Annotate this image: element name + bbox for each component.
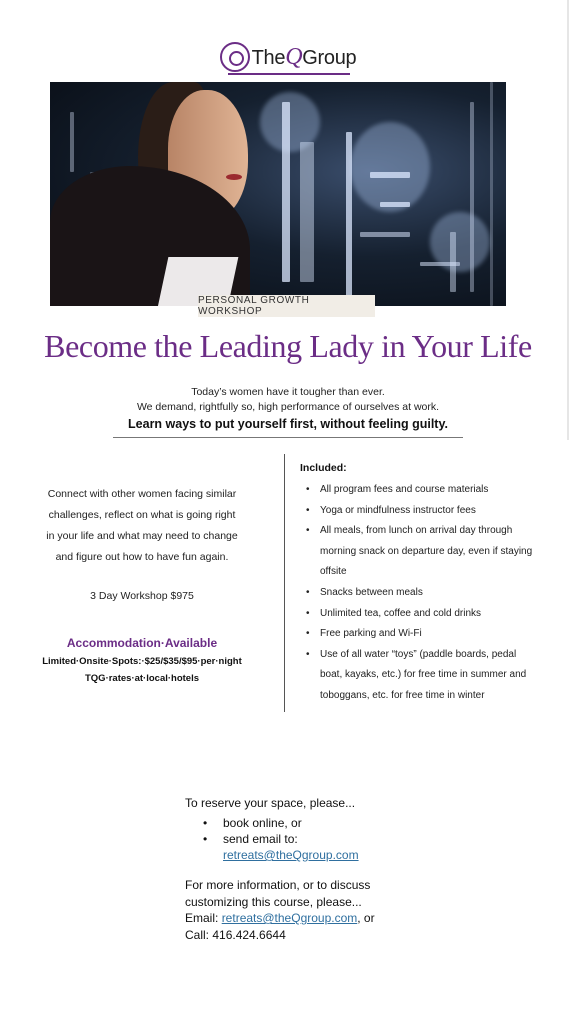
description-line-2: challenges, reflect on what is going right (48, 509, 236, 521)
accommodation-title: Accommodation·Available (66, 636, 218, 650)
list-item: • Unlimited tea, coffee and cold drinks (300, 604, 536, 625)
email-label: Email: (185, 911, 222, 925)
list-item: • All program fees and course materials (300, 480, 536, 501)
description-line-4: and figure out how to have fun again. (55, 551, 229, 563)
hero-photo (50, 82, 506, 306)
logo-prefix: The (251, 46, 286, 69)
logo-underline (228, 73, 350, 75)
more-info-line-1: For more information, or to discuss (185, 878, 371, 892)
included-title: Included: (300, 462, 347, 474)
description-text (20, 484, 264, 568)
reserve-heading: To reserve your space, please... (185, 796, 356, 810)
intro-bold-line: Learn ways to put yourself first, without feeling guilty. (128, 417, 448, 431)
list-item: • Use of all water “toys” (paddle boards, pedal boat, kayaks, etc.) for free time in summer and toboggans, etc. for free time in winter (300, 645, 536, 707)
list-item: • Yoga or mindfulness instructor fees (300, 501, 536, 522)
intro-divider (113, 437, 463, 438)
list-item: • Free parking and Wi-Fi (300, 624, 536, 645)
intro-line-1: Today’s women have it tougher than ever. (191, 386, 385, 398)
reserve-email-row (185, 847, 445, 863)
column-divider (284, 454, 285, 712)
more-info-line-2: customizing this course, please... (185, 894, 362, 909)
included-column (300, 462, 536, 707)
page-edge-divider (567, 0, 569, 440)
contact-email-link[interactable]: retreats@theQgroup.com (221, 911, 358, 925)
description-line-3: in your life and what may need to change (46, 530, 238, 542)
workshop-price: 3 Day Workshop $975 (90, 590, 194, 602)
reserve-option-email: • send email to: (185, 831, 445, 847)
intro-text (0, 385, 576, 415)
more-info (185, 877, 445, 943)
logo-suffix: Group (302, 46, 357, 69)
intro-line-2: We demand, rightfully so, high performance of ourselves at work. (136, 401, 440, 413)
list-item: • All meals, from lunch on arrival day through morning snack on departure day, even if staying offsite (300, 521, 536, 583)
list-item: • Snacks between meals (300, 583, 536, 604)
contact-email-row (185, 910, 445, 927)
contact-phone: Call: 416.424.6644 (185, 927, 286, 942)
reserve-email-link[interactable]: retreats@theQgroup.com (223, 848, 359, 862)
reserve-options (185, 815, 445, 847)
workshop-tag: PERSONAL GROWTH WORKSHOP (198, 295, 375, 317)
description-column (20, 484, 264, 684)
logo-text (252, 44, 357, 71)
logo-q: Q (285, 43, 303, 70)
accommodation-onsite: Limited·Onsite·Spots:·$25/$35/$95·per·night (42, 656, 242, 667)
reserve-section (185, 796, 445, 943)
description-line-1: Connect with other women facing similar (47, 488, 237, 500)
brand-logo (0, 42, 576, 72)
accommodation-hotels: TQG·rates·at·local·hotels (84, 673, 200, 684)
q-logo-icon (220, 42, 250, 72)
page-headline: Become the Leading Lady in Your Life (44, 328, 532, 364)
reserve-option-online: • book online, or (185, 815, 445, 831)
email-suffix: , or (357, 911, 375, 925)
included-list (300, 480, 536, 707)
